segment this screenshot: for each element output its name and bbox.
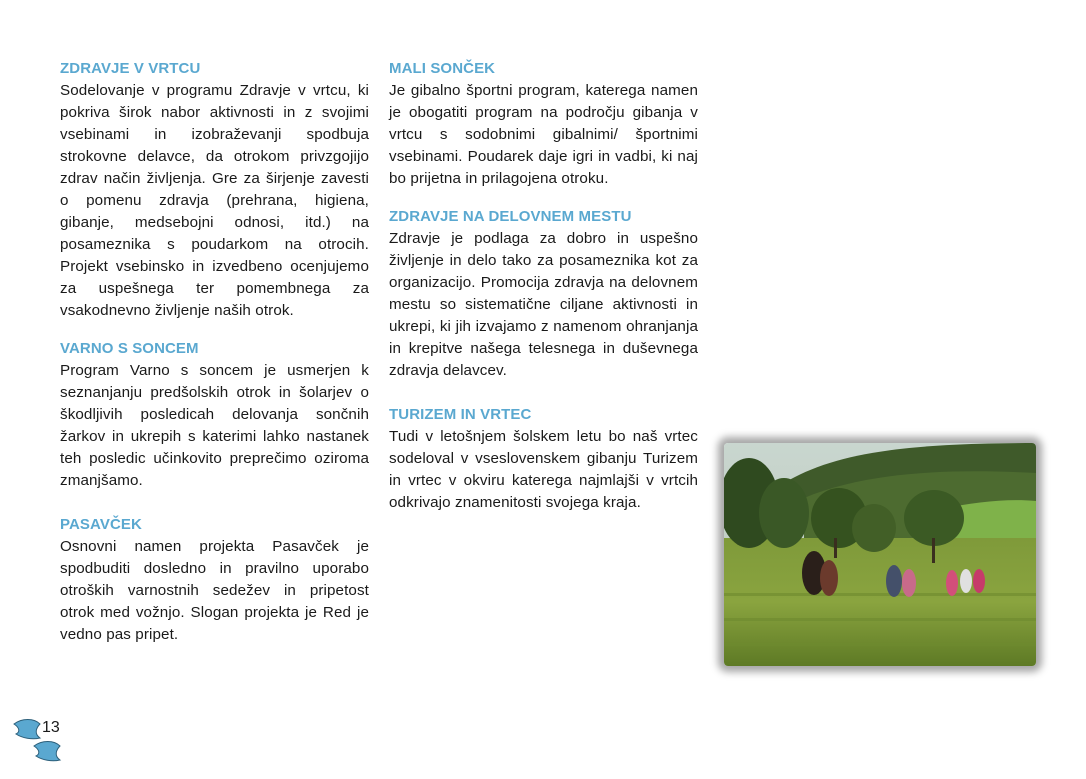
section-text: Tudi v letošnjem šolskem letu bo naš vrtec sodeloval v vseslovenskem gibanju Turizem in vrtec v okviru katerega najmlajši v vrtcih odkrivajo znamenitosti svojega kraja.	[389, 428, 698, 511]
section-varno-s-soncem	[60, 338, 369, 492]
middle-column	[389, 58, 698, 530]
section-text: Program Varno s soncem je usmerjen k seznanjanju predšolskih otrok in šolarjev o škodljivih posledicah delovanja sončnih žarkov in ukrepih s katerimi lahko nastanek teh posledic učinkovito preprečimo oziroma zmanjšamo.	[60, 362, 369, 489]
section-mali-soncek	[389, 58, 698, 190]
section-text: Osnovni namen projekta Pasavček je spodbuditi dosledno in pravilno uporabo otroških varnostnih sedežev in pripetost otrok med vožnjo. Slogan projekta je Red je vedno pas pripet.	[60, 538, 369, 643]
section-pasavcek	[60, 514, 369, 646]
section-turizem-in-vrtec	[389, 404, 698, 514]
meadow-hike-photo	[724, 443, 1036, 666]
section-title: ZDRAVJE NA DELOVNEM MESTU	[389, 208, 632, 225]
section-title: VARNO S SONCEM	[60, 340, 199, 357]
section-title: MALI SONČEK	[389, 60, 496, 77]
section-text: Je gibalno športni program, katerega namen je obogatiti program na področju gibanja v vrtcu s sodobnimi gibalnimi/ športnimi vsebinami. Poudarek daje igri in vadbi, ki naj bo prijetna in prilagojena otroku.	[389, 82, 698, 187]
section-text: Sodelovanje v programu Zdravje v vrtcu, ki pokriva širok nabor aktivnosti in z svojimi vsebinami in izobraževanji spodbuja strokovne delavce, da otrokom privzgojijo zdrav način življenja. Gre za širjenje zavesti o pomenu zdravja (prehrana, higiena, gibanje, medsebojni odnosi, itd.) na posameznika s poudarkom na otrocih. Projekt vsebinsko in izvedbeno ocenjujemo za uspešnega ter pomembnega za vsakodnevno življenje naših otrok.	[60, 82, 369, 319]
section-title: ZDRAVJE V VRTCU	[60, 60, 201, 77]
section-zdravje-na-delovnem-mestu	[389, 206, 698, 382]
section-text: Zdravje je podlaga za dobro in uspešno življenje in delo tako za posameznika kot za organizacijo. Promocija zdravja na delovnem mestu so sistematične ciljane aktivnosti in ukrepi, ki jih izvajamo z namenom ohranjanja in krepitve našega telesnega in duševnega zdravja delavcev.	[389, 230, 698, 379]
section-title: TURIZEM IN VRTEC	[389, 406, 532, 423]
section-zdravje-v-vrtcu	[60, 58, 369, 322]
left-column	[60, 58, 369, 662]
page-number: 13	[42, 719, 60, 736]
section-title: PASAVČEK	[60, 516, 142, 533]
